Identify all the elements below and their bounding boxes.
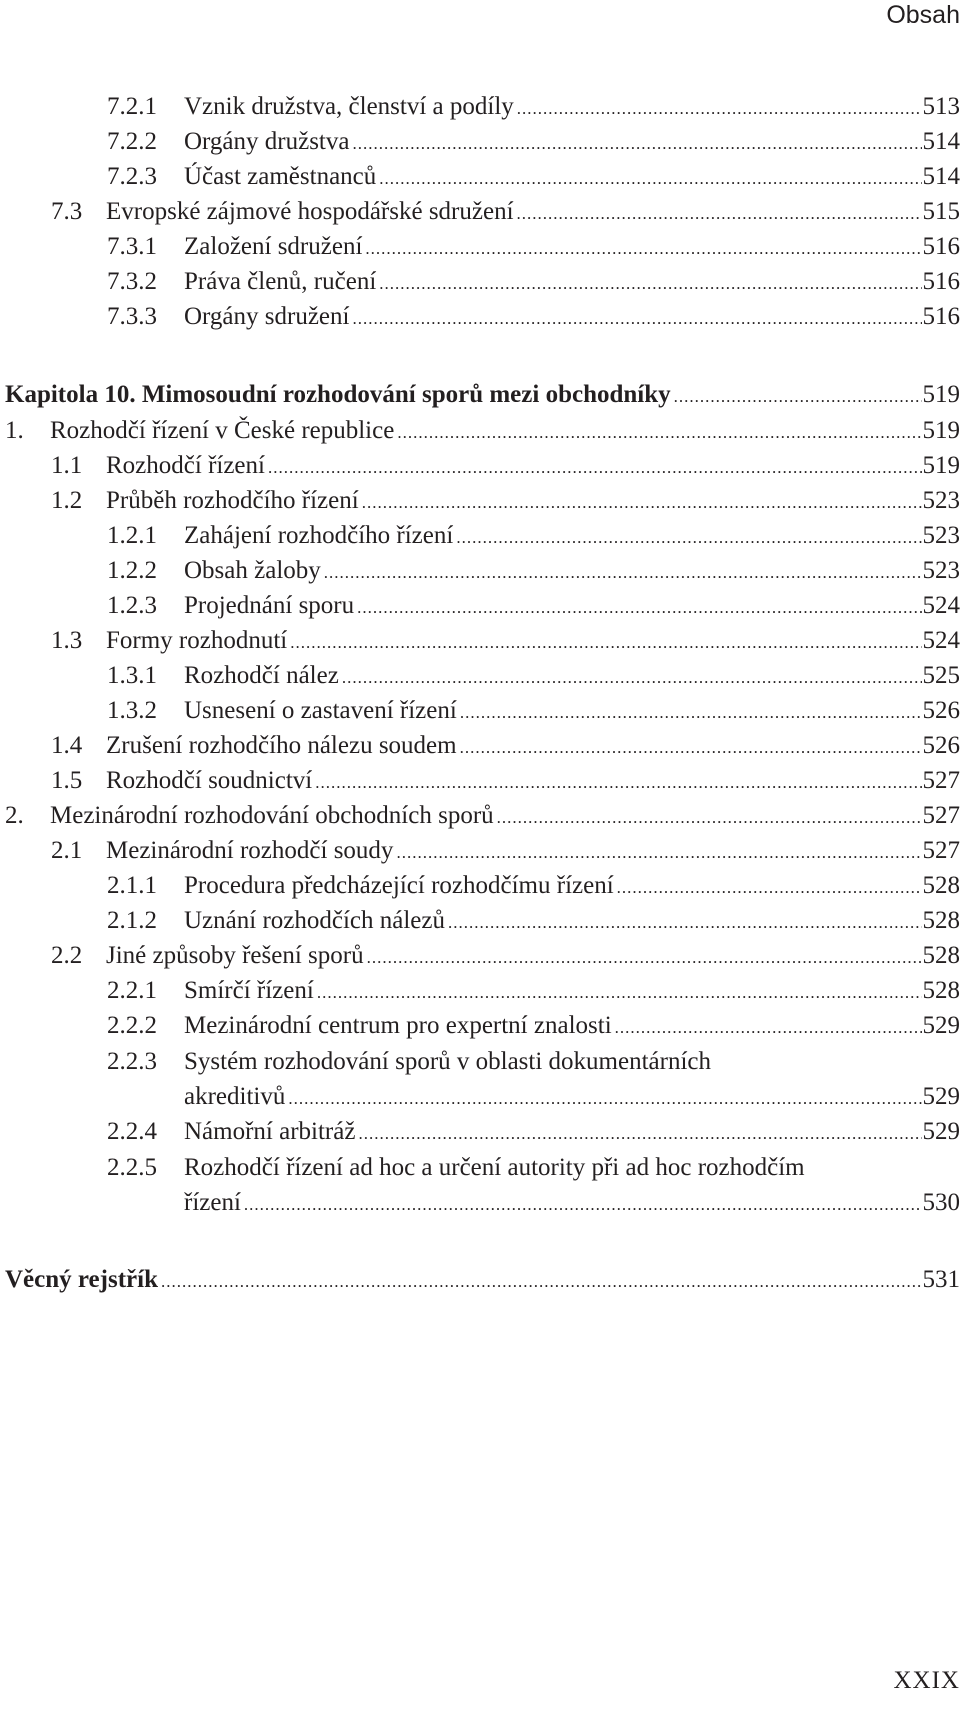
dot-leader — [448, 905, 922, 941]
toc-entry-number: 1.4 — [51, 732, 83, 759]
toc-entry-page: 524 — [922, 627, 960, 654]
toc-entry-number: 2.2.3 — [107, 1048, 157, 1075]
toc-entry-page: 519 — [922, 452, 960, 479]
toc-entry-page: 527 — [922, 837, 960, 864]
toc-entry[interactable] — [107, 553, 960, 589]
toc-entry-page: 529 — [922, 1012, 960, 1039]
toc-entry-page: 516 — [922, 233, 960, 260]
toc-entry-title: Průběh rozhodčího řízení — [106, 487, 359, 514]
toc-entry-page: 529 — [922, 1118, 960, 1145]
toc-entry-title: Zahájení rozhodčího řízení — [184, 522, 454, 549]
toc-entry[interactable] — [184, 1079, 960, 1115]
toc-entry-title: Uznání rozhodčích nálezů — [184, 907, 445, 934]
dot-leader — [379, 266, 921, 302]
toc-entry[interactable] — [107, 973, 960, 1009]
toc-entry-number: 7.3.3 — [107, 303, 157, 330]
toc-chapter-entry[interactable] — [5, 377, 960, 413]
toc-entry[interactable] — [107, 159, 960, 195]
toc-entry-title: Smírčí řízení — [184, 977, 314, 1004]
dot-leader — [362, 485, 922, 521]
toc-entry-page: 531 — [922, 1266, 960, 1293]
toc-entry-title: Obsah žaloby — [184, 557, 321, 584]
toc-entry-number: 1.2 — [51, 487, 83, 514]
toc-entry-title: Rozhodčí řízení v České republice — [50, 417, 395, 444]
toc-entry-title-line1: Systém rozhodování sporů v oblasti dokumentárních — [184, 1048, 712, 1075]
toc-entry-title: Orgány družstva — [184, 128, 350, 155]
toc-entry-page: 528 — [922, 872, 960, 899]
toc-entry-number: 2.2.4 — [107, 1118, 157, 1145]
dot-leader — [365, 231, 921, 267]
toc-entry[interactable] — [51, 448, 960, 484]
dot-leader — [517, 91, 922, 127]
toc-entry-page: 523 — [922, 522, 960, 549]
toc-entry[interactable] — [5, 798, 960, 834]
toc-entry-number: 2.1.1 — [107, 872, 157, 899]
dot-leader — [352, 301, 921, 337]
toc-entry[interactable] — [51, 194, 960, 230]
toc-entry[interactable] — [107, 1008, 960, 1044]
toc-entry-number: 1.2.1 — [107, 522, 157, 549]
toc-entry-number: 1.3.2 — [107, 697, 157, 724]
toc-entry-page: 526 — [922, 697, 960, 724]
toc-entry-number: 7.3.2 — [107, 268, 157, 295]
toc-entry-number: 2.2.1 — [107, 977, 157, 1004]
toc-entry-title: Mezinárodní centrum pro expertní znalosti — [184, 1012, 612, 1039]
dot-leader — [456, 520, 921, 556]
toc-entry-page: 526 — [922, 732, 960, 759]
toc-entry[interactable] — [107, 229, 960, 265]
dot-leader — [396, 835, 921, 871]
toc-entry-title: Vznik družstva, členství a podíly — [184, 93, 514, 120]
toc-entry-number: 7.2.2 — [107, 128, 157, 155]
toc-entry-page: 530 — [922, 1189, 960, 1216]
toc-entry-page: 525 — [922, 662, 960, 689]
toc-entry-page: 514 — [922, 128, 960, 155]
toc-entry[interactable] — [5, 413, 960, 449]
toc-entry-title: Orgány sdružení — [184, 303, 350, 330]
dot-leader — [367, 940, 922, 976]
toc-entry-title: Formy rozhodnutí — [106, 627, 288, 654]
toc-entry-number: 7.3 — [51, 198, 83, 225]
toc-entry[interactable] — [107, 868, 960, 904]
dot-leader — [397, 415, 921, 451]
dot-leader — [497, 800, 922, 836]
dot-leader — [460, 695, 922, 731]
toc-entry[interactable] — [51, 938, 960, 974]
page-number: XXIX — [893, 1667, 960, 1694]
dot-leader — [317, 975, 922, 1011]
toc-entry-number: 7.3.1 — [107, 233, 157, 260]
toc-entry[interactable] — [184, 1185, 960, 1221]
toc-entry-number: 1.5 — [51, 767, 83, 794]
toc-entry-number: 2.1.2 — [107, 907, 157, 934]
dot-leader — [324, 555, 922, 591]
toc-entry-page: 519 — [922, 417, 960, 444]
toc-entry-number: 1. — [5, 417, 24, 444]
toc-entry-number: 7.2.3 — [107, 163, 157, 190]
toc-entry[interactable] — [107, 588, 960, 624]
toc-entry[interactable] — [107, 299, 960, 335]
toc-entry-title: Rozhodčí soudnictví — [106, 767, 313, 794]
dot-leader — [161, 1264, 922, 1300]
toc-entry-number: 2.1 — [51, 837, 83, 864]
dot-leader — [615, 1010, 922, 1046]
toc-entry-page: 514 — [922, 163, 960, 190]
toc-entry-page: 519 — [922, 381, 960, 408]
toc-entry[interactable] — [107, 264, 960, 300]
toc-entry-title: Jiné způsoby řešení sporů — [106, 942, 364, 969]
toc-entry-number: 2. — [5, 802, 24, 829]
toc-entry-title: Mezinárodní rozhodování obchodních sporů — [50, 802, 494, 829]
dot-leader — [244, 1187, 922, 1223]
toc-entry[interactable] — [51, 763, 960, 799]
toc-entry-page: 513 — [922, 93, 960, 120]
toc-entry-page: 528 — [922, 907, 960, 934]
toc-entry-page: 527 — [922, 802, 960, 829]
toc-entry-number: 2.2 — [51, 942, 83, 969]
toc-entry-title: Procedura předcházející rozhodčímu řízení — [184, 872, 614, 899]
toc-entry-page: 516 — [922, 303, 960, 330]
dot-leader — [288, 1081, 921, 1117]
toc-entry[interactable] — [51, 623, 960, 659]
toc-entry-page: 516 — [922, 268, 960, 295]
toc-entry-title: Mezinárodní rozhodčí soudy — [106, 837, 394, 864]
toc-entry-page: 529 — [922, 1083, 960, 1110]
toc-entry[interactable] — [51, 483, 960, 519]
dot-leader — [268, 450, 922, 486]
dot-leader — [357, 590, 921, 626]
dot-leader — [315, 765, 921, 801]
toc-entry[interactable] — [107, 658, 960, 694]
toc-entry-title: Evropské zájmové hospodářské sdružení — [106, 198, 514, 225]
dot-leader — [517, 196, 922, 232]
toc-entry-page: 524 — [922, 592, 960, 619]
toc-entry-title: Námořní arbitráž — [184, 1118, 356, 1145]
toc-entry[interactable] — [107, 89, 960, 125]
toc-entry[interactable] — [107, 518, 960, 554]
running-header: Obsah — [886, 1, 960, 29]
toc-entry-page: 527 — [922, 767, 960, 794]
toc-entry-title-line1: Rozhodčí řízení ad hoc a určení autority při ad hoc rozhodčím — [184, 1154, 805, 1181]
dot-leader — [342, 660, 922, 696]
toc-entry-page: 523 — [922, 557, 960, 584]
toc-entry-title: Usnesení o zastavení řízení — [184, 697, 457, 724]
toc-entry[interactable] — [51, 833, 960, 869]
toc-entry-title: Rozhodčí nález — [184, 662, 339, 689]
toc-entry-title: Účast zaměstnanců — [184, 163, 377, 190]
toc-entry-number: 1.2.2 — [107, 557, 157, 584]
toc-entry[interactable] — [107, 1114, 960, 1150]
dot-leader — [358, 1116, 921, 1152]
toc-chapter-title: Kapitola 10. Mimosoudní rozhodování sporů mezi obchodníky — [5, 381, 671, 408]
toc-index-title: Věcný rejstřík — [5, 1266, 158, 1293]
toc-entry-title: Založení sdružení — [184, 233, 363, 260]
toc-entry-number: 2.2.2 — [107, 1012, 157, 1039]
toc-entry-title: Projednání sporu — [184, 592, 355, 619]
toc-entry-number: 1.1 — [51, 452, 83, 479]
toc-entry[interactable] — [107, 124, 960, 160]
toc-entry-number: 2.2.5 — [107, 1154, 157, 1181]
toc-entry[interactable] — [107, 903, 960, 939]
toc-entry-number: 7.2.1 — [107, 93, 157, 120]
toc-entry-number: 1.3 — [51, 627, 83, 654]
toc-entry-page: 515 — [922, 198, 960, 225]
toc-entry[interactable] — [51, 728, 960, 764]
dot-leader — [379, 161, 921, 197]
dot-leader — [460, 730, 922, 766]
toc-entry-page: 528 — [922, 977, 960, 1004]
toc-entry-title: akreditivů — [184, 1083, 286, 1110]
toc-entry-number: 1.3.1 — [107, 662, 157, 689]
dot-leader — [674, 379, 922, 415]
toc-entry-page: 523 — [922, 487, 960, 514]
toc-entry[interactable] — [107, 693, 960, 729]
toc-entry-title: řízení — [184, 1189, 241, 1216]
toc-entry-page: 528 — [922, 942, 960, 969]
toc-entry-number: 1.2.3 — [107, 592, 157, 619]
dot-leader — [352, 126, 921, 162]
toc-index-entry[interactable] — [5, 1262, 960, 1298]
toc-entry-title: Zrušení rozhodčího nálezu soudem — [106, 732, 457, 759]
toc-entry-title: Práva členů, ručení — [184, 268, 377, 295]
dot-leader — [617, 870, 922, 906]
toc-entry-title: Rozhodčí řízení — [106, 452, 265, 479]
dot-leader — [290, 625, 921, 661]
